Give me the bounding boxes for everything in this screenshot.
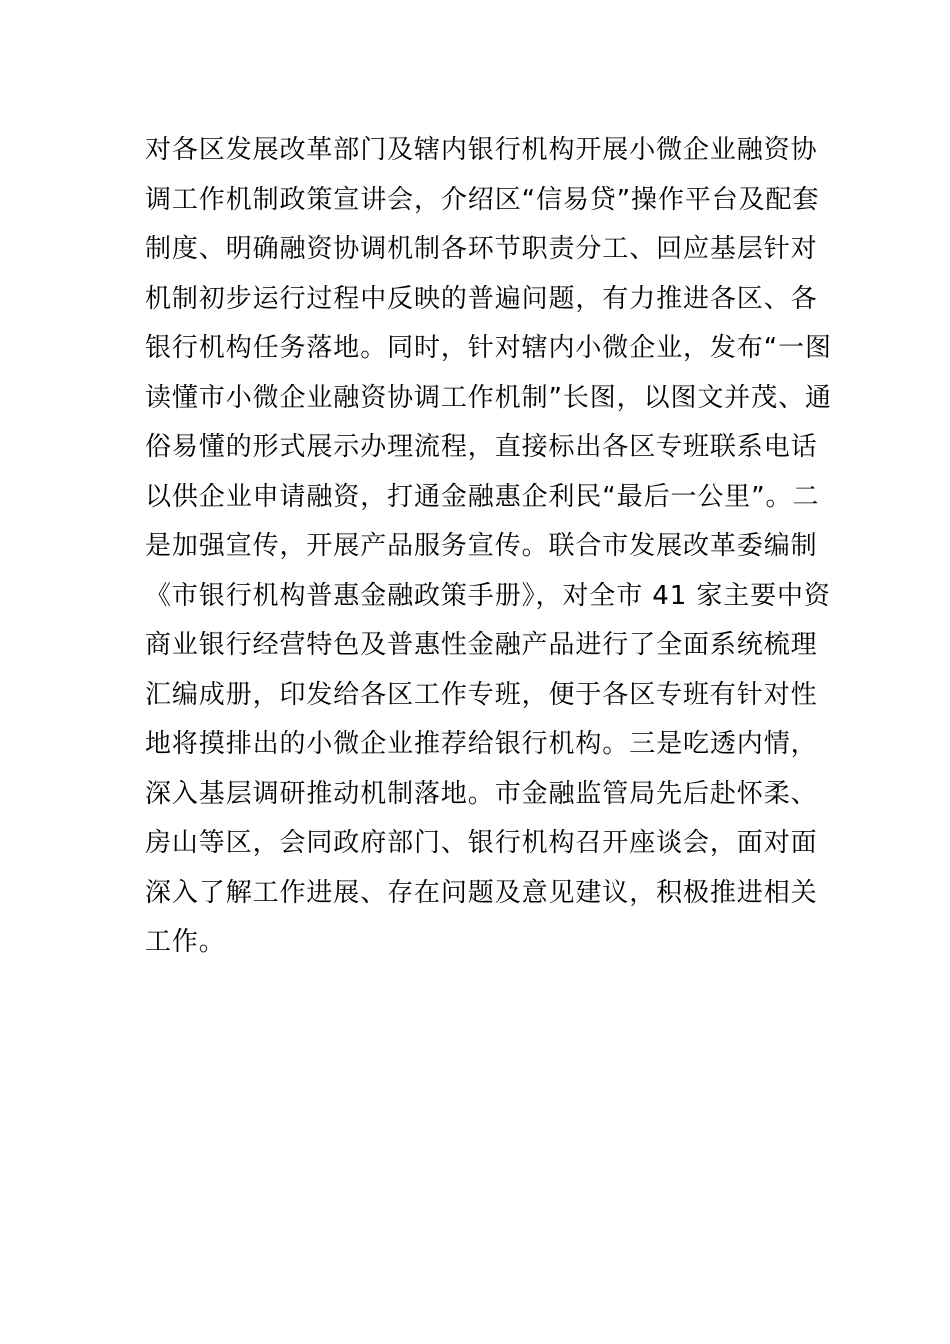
text-line: 制度、明确融资协调机制各环节职责分工、回应基层针对 xyxy=(145,234,818,264)
text-line: 俗易懂的形式展示办理流程，直接标出各区专班联系电话 xyxy=(145,432,818,462)
text-line: 对各区发展改革部门及辖内银行机构开展小微企业融资协 xyxy=(145,135,818,165)
text-line: 深入了解工作进展、存在问题及意见建议，积极推进相关 xyxy=(145,877,818,908)
text-line: 银行机构任务落地。同时，针对辖内小微企业，发布“一图 xyxy=(145,333,832,363)
text-line: 工作。 xyxy=(145,927,226,957)
text-line: 读懂市小微企业融资协调工作机制”长图，以图文并茂、通 xyxy=(145,382,832,413)
body-paragraph xyxy=(145,126,832,968)
text-line: 深入基层调研推动机制落地。市金融监管局先后赴怀柔、 xyxy=(145,778,818,809)
text-line: 调工作机制政策宣讲会，介绍区“信易贷”操作平台及配套 xyxy=(145,184,820,215)
text-line: 是加强宣传，开展产品服务宣传。联合市发展改革委编制 xyxy=(145,531,818,561)
text-line: 地将摸排出的小微企业推荐给银行机构。三是吃透内情， xyxy=(145,729,818,759)
text-line: 以供企业申请融资，打通金融惠企利民“最后一公里”。二 xyxy=(145,481,820,512)
text-line: 商业银行经营特色及普惠性金融产品进行了全面系统梳理 xyxy=(145,630,818,660)
text-line: 《市银行机构普惠金融政策手册》，对全市 41 家主要中资 xyxy=(145,580,831,611)
text-line: 房山等区，会同政府部门、银行机构召开座谈会，面对面 xyxy=(145,828,818,858)
text-line: 机制初步运行过程中反映的普遍问题，有力推进各区、各 xyxy=(145,283,818,314)
text-line: 汇编成册，印发给各区工作专班，便于各区专班有针对性 xyxy=(145,679,818,710)
